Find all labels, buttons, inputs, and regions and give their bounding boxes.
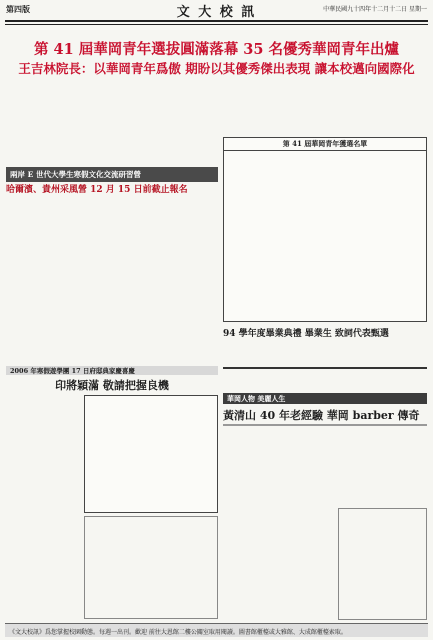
- lead-subheadline: 王吉林院長：以華岡青年爲傲 期盼以其優秀傑出表現 讓本校邁向國際化: [18, 61, 415, 76]
- masthead: 文 大 校 訊: [176, 5, 257, 20]
- divider: [223, 367, 427, 369]
- conference-article-body: [6, 198, 218, 342]
- header-rule-thin: [5, 24, 428, 25]
- honor-list-title: 第 41 屆華岡青年獲選名單: [224, 138, 426, 151]
- footer-notice: 《文大校訊》爲您掌握校園動態。每週一出刊。歡迎 前往大恩館二樓公關室取用閱讀。圖書館櫃檯或大雅館、大成館櫃檯索取。: [5, 623, 428, 637]
- activity-flyer: [84, 395, 218, 513]
- honor-list-names: [224, 151, 426, 157]
- group-photo: [84, 516, 218, 619]
- graduation-article-body: [223, 343, 427, 365]
- profile-headline: 黃清山 40 年老經驗 華岡 barber 傳奇: [223, 409, 420, 422]
- page-label: 第四版: [6, 4, 30, 14]
- date-line: 中華民國九十四年十二月十二日 星期一: [323, 6, 427, 13]
- profile-photo: [338, 508, 427, 620]
- lead-headline: 第 41 屆華岡青年選拔圓滿落幕 35 名優秀華岡青年出爐: [33, 41, 400, 58]
- graduation-headline: 94 學年度畢業典禮 畢業生 致詞代表甄選: [223, 329, 389, 339]
- activity-headline: 印將穎滿 敬請把握良機: [55, 379, 169, 392]
- photo-caption: 2006 年寒假遊學團 17 日府邸典家慶喜慶: [6, 366, 218, 375]
- conference-banner: 兩岸 E 世代大學生寒假文化交流研習營: [6, 167, 218, 182]
- activity-article-body: [6, 394, 81, 619]
- honor-list-box: [223, 137, 427, 322]
- header-rule: [5, 20, 428, 22]
- profile-rule: [223, 424, 427, 426]
- profile-section-tag: 華岡人物 美麗人生: [223, 393, 427, 404]
- graduation-article-lower: [223, 372, 427, 392]
- conference-headline: 哈爾濱、貴州采風營 12 月 15 日前截止報名: [6, 185, 188, 195]
